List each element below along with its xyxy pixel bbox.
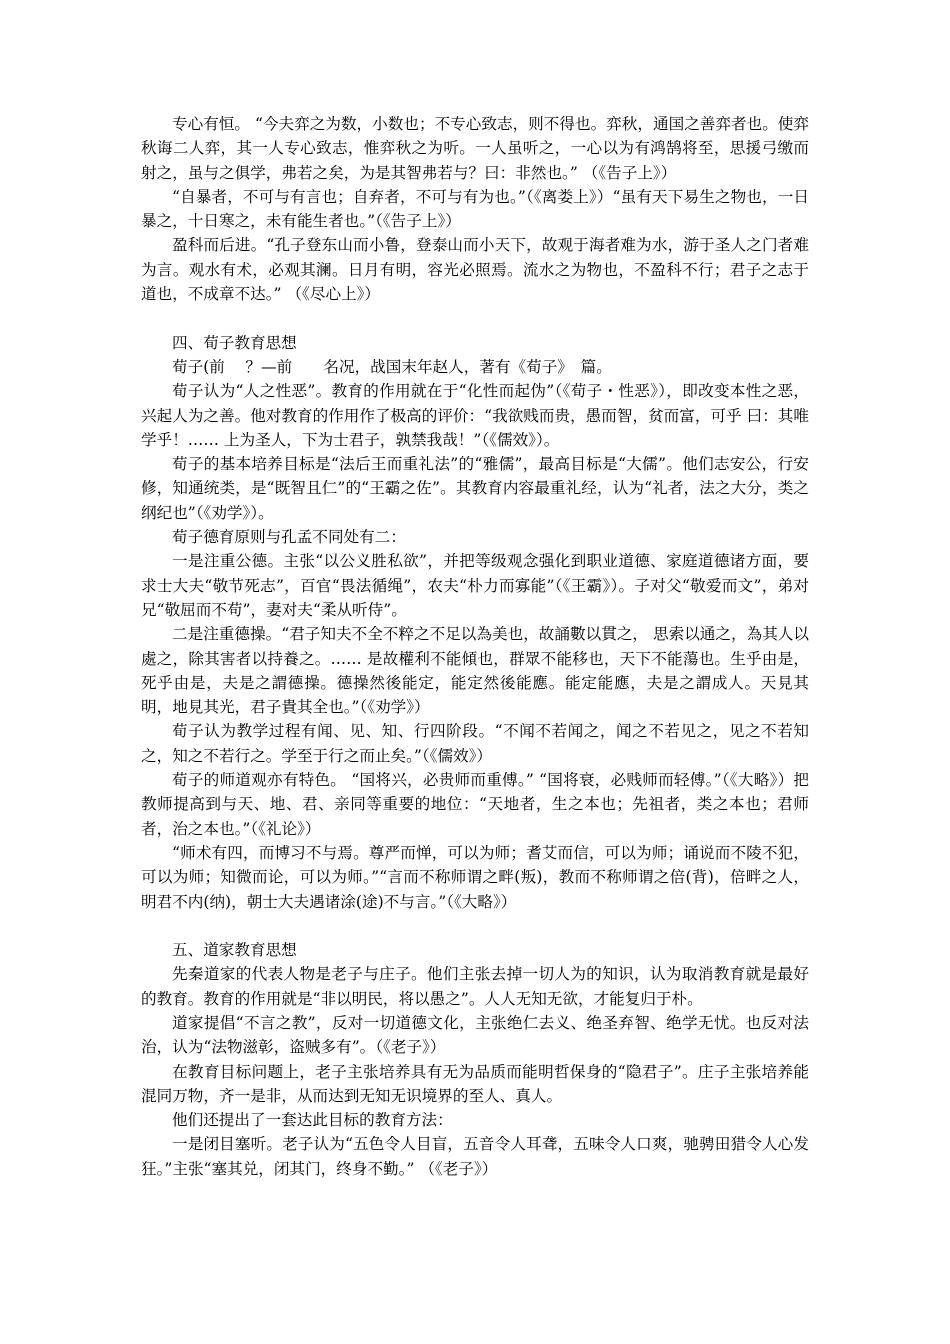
section-heading-xunzi: 四、荀子教育思想 (172, 333, 297, 352)
paragraph-public-virtue: 一是注重公德。主张“以公义胜私欲”，并把等级观念强化到职业道德、家庭道德诸方面，要求士大夫“敬节死志”，百官“畏法循绳”，农夫“朴力而寡能”（《王霸》）。子对父“敬爱而文”，弟对兄“敬屈而不苟”，妻对夫“柔从听侍”。 (141, 552, 809, 619)
section-gap (141, 914, 809, 938)
paragraph-close-senses: 一是闭目塞听。老子认为“五色令人目盲，五音令人耳聋，五味令人口爽，驰骋田猎令人心发狂。”主张“塞其兑，闭其门，终身不勤。” （《老子》） (141, 1135, 809, 1178)
paragraph-teaching-stages: 荀子认为教学过程有闻、见、知、行四阶段。“不闻不若闻之，闻之不若见之，见之不若知之，知之不若行之。学至于行之而止矣。”（《儒效》） (141, 722, 809, 765)
section-gap (141, 306, 809, 330)
paragraph-self-abandon: “自暴者，不可与有言也；自弃者，不可与有为也。”（《离娄上》）“虽有天下易生之物也，一日暴之，十日寒之，未有能生者也。”（《告子上》） (141, 187, 809, 231)
paragraph-wordless-teaching: 道家提倡“不言之教”，反对一切道德文化，主张绝仁去义、绝圣弃智、绝学无忧。也反对法治，认为“法物滋彰，盗贼多有”。（《老子》） (141, 1013, 809, 1057)
paragraph-moral-integrity: 二是注重德操。“君子知夫不全不粹之不足以為美也，故誦數以貫之， 思索以通之，為其人以處之，除其害者以持養之。…… 是故權利不能傾也，群眾不能移也，天下不能蕩也。生乎由是，死乎由是，夫是之謂德操。德操然後能定，能定然後能應。能定能應，夫是之謂成人。天見其明，地見其光，君子貴其全也。”（《劝学》） (141, 625, 809, 717)
paragraph-education-goals: 在教育目标问题上，老子主张培养具有无为品质而能明哲保身的“隐君子”。庄子主张培养能混同万物，齐一是非，从而达到无知无识境界的至人、真人。 (141, 1062, 809, 1105)
paragraph-daoism-figures: 先秦道家的代表人物是老子与庄子。他们主张去掉一切人为的知识，认为取消教育就是最好的教育。教育的作用就是“非以明民，将以愚之”。人人无知无欲，才能复归于朴。 (141, 965, 809, 1008)
document-page (141, 112, 809, 1181)
paragraph-xunzi-goals: 荀子的基本培养目标是“法后王而重礼法”的“雅儒”，最高目标是“大儒”。他们志安公，行安修，知通统类，是“既智且仁”的“王霸之佐”。其教育内容最重礼经，认为“礼者，法之大分，类之纲纪也”（《劝学》）。 (141, 455, 809, 522)
paragraph-xunzi-human-nature: 荀子认为“人之性恶”。教育的作用就在于“化性而起伪”（《荀子・性恶》），即改变本性之恶，兴起人为之善。他对教育的作用作了极高的评价：“我欲贱而贵，愚而智，贫而富，可乎 曰：其唯学乎！…… 上为圣人，下为士君子，孰禁我哉！”（《儒效》）。 (141, 382, 809, 449)
paragraph-xunzi-bio: 荀子(前 ？—前 名况，战国末年赵人，著有《荀子》 篇。 (172, 357, 612, 376)
paragraph-teacher-arts: “师术有四，而博习不与焉。尊严而惮，可以为师；耆艾而信，可以为师；诵说而不陵不犯，可以为师；知微而论，可以为师。”“言而不称师谓之畔(叛)，教而不称师谓之倍(背)，倍畔之人，明君不内(纳)，朝士大夫遇诸涂(途)不与言。”（《大略》） (141, 843, 809, 911)
section-heading-daoism: 五、道家教育思想 (172, 941, 297, 960)
paragraph-teacher-view: 荀子的师道观亦有特色。 “国将兴，必贵师而重傅。” “国将衰，必贱师而轻傅。”（《大略》）把教师提高到与天、地、君、亲同等重要的地位：“天地者，生之本也；先祖者，类之本也；君师者，治之本也。”（《礼论》） (141, 771, 809, 838)
paragraph-gradual-progress: 盈科而后进。“孔子登东山而小鲁，登泰山而小天下，故观于海者难为水，游于圣人之门者难为言。观水有术，必观其澜。日月有明，容光必照焉。流水之为物也，不盈科不行；君子之志于道也，不成章不达。” （《尽心上》） (141, 236, 809, 304)
paragraph-methods-intro: 他们还提出了一套达此目标的教育方法： (172, 1111, 453, 1130)
paragraph-focus: 专心有恒。 “今夫弈之为数，小数也；不专心致志，则不得也。弈秋，通国之善弈者也。使弈秋诲二人弈，其一人专心致志，惟弈秋之为听。一人虽听之，一心以为有鸿鹄将至，思援弓缴而射之，虽与之俱学，弗若之矣，为是其智弗若与？曰：非然也。” （《告子上》） (141, 115, 809, 182)
paragraph-xunzi-moral-principles: 荀子德育原则与孔孟不同处有二： (172, 528, 406, 547)
